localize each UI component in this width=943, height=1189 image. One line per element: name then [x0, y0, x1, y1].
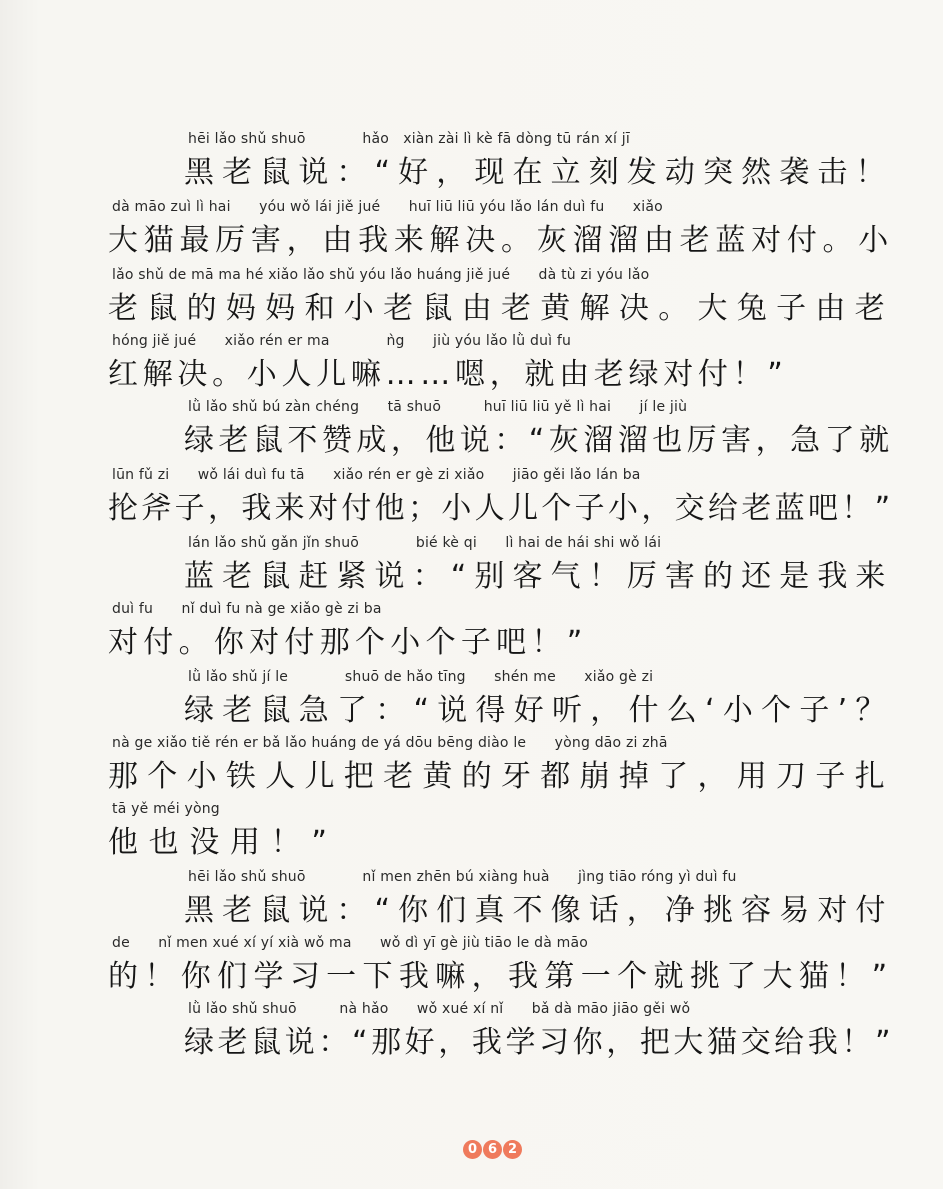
hanzi-line: 那个小铁人儿把老黄的牙都崩掉了，用刀子扎 — [108, 759, 894, 794]
pinyin-line: lán lǎo shǔ gǎn jǐn shuō bié kè qi lì hai de hái shi wǒ lái — [188, 535, 662, 551]
text-line — [0, 735, 943, 801]
text-line — [0, 199, 943, 265]
hanzi-line: 黑老鼠说：“好，现在立刻发动突然袭击！ — [184, 155, 894, 190]
pinyin-line: nà ge xiǎo tiě rén er bǎ lǎo huáng de yá dōu bēng diào le yòng dāo zi zhā — [112, 735, 668, 751]
pinyin-line: dà māo zuì lì hai yóu wǒ lái jiě jué huī liū liū yóu lǎo lán duì fu xiǎo — [112, 199, 663, 215]
page-number-digit: 2 — [503, 1140, 522, 1159]
pinyin-line: lǜ lǎo shǔ shuō nà hǎo wǒ xué xí nǐ bǎ dà māo jiāo gěi wǒ — [188, 1001, 691, 1017]
text-line — [0, 869, 943, 935]
pinyin-line: de nǐ men xué xí yí xià wǒ ma wǒ dì yī gè jiù tiāo le dà māo — [112, 935, 589, 951]
text-line — [0, 399, 943, 465]
text-line — [0, 267, 943, 333]
pinyin-line: lūn fǔ zi wǒ lái duì fu tā xiǎo rén er gè zi xiǎo jiāo gěi lǎo lán ba — [112, 467, 641, 483]
hanzi-line: 黑老鼠说：“你们真不像话，净挑容易对付 — [184, 893, 894, 928]
hanzi-line: 绿老鼠急了：“说得好听，什么‘小个子’？ — [184, 693, 894, 728]
text-line — [0, 669, 943, 735]
page-number — [463, 1140, 522, 1160]
pinyin-line: lǜ lǎo shǔ bú zàn chéng tā shuō huī liū liū yě lì hai jí le jiù — [188, 399, 688, 415]
pinyin-line: lǎo shǔ de mā ma hé xiǎo lǎo shǔ yóu lǎo huáng jiě jué dà tù zi yóu lǎo — [112, 267, 650, 283]
hanzi-line: 蓝老鼠赶紧说：“别客气！厉害的还是我来 — [184, 559, 894, 594]
pinyin-line: lǜ lǎo shǔ jí le shuō de hǎo tīng shén me xiǎo gè zi — [188, 669, 654, 685]
hanzi-line: 老鼠的妈妈和小老鼠由老黄解决。大兔子由老 — [108, 291, 894, 326]
text-line — [0, 535, 943, 601]
hanzi-line: 红解决。小人儿嘛……嗯，就由老绿对付！” — [108, 357, 788, 392]
pinyin-line: duì fu nǐ duì fu nà ge xiǎo gè zi ba — [112, 601, 382, 617]
text-line — [0, 935, 943, 1001]
text-line — [0, 601, 943, 667]
hanzi-line: 的！你们学习一下我嘛，我第一个就挑了大猫！” — [108, 959, 894, 994]
hanzi-line: 对付。你对付那个小个子吧！” — [108, 625, 588, 660]
pinyin-line: tā yě méi yòng — [112, 801, 220, 817]
hanzi-line: 他也没用！” — [108, 825, 338, 860]
page-number-digit: 0 — [463, 1140, 482, 1159]
pinyin-line: hēi lǎo shǔ shuō hǎo xiàn zài lì kè fā dòng tū rán xí jī — [188, 131, 630, 147]
text-line — [0, 467, 943, 533]
text-line — [0, 1001, 943, 1067]
hanzi-line: 抡斧子，我来对付他；小人儿个子小，交给老蓝吧！” — [108, 491, 894, 526]
text-line — [0, 801, 943, 867]
text-line — [0, 131, 943, 197]
pinyin-line: hēi lǎo shǔ shuō nǐ men zhēn bú xiàng huà jìng tiāo róng yì duì fu — [188, 869, 737, 885]
hanzi-line: 绿老鼠说：“那好，我学习你，把大猫交给我！” — [184, 1025, 895, 1060]
text-line — [0, 333, 943, 399]
page-number-digit: 6 — [483, 1140, 502, 1159]
hanzi-line: 大猫最厉害，由我来解决。灰溜溜由老蓝对付。小 — [108, 223, 894, 258]
hanzi-line: 绿老鼠不赞成，他说：“灰溜溜也厉害，急了就 — [184, 423, 894, 458]
pinyin-line: hóng jiě jué xiǎo rén er ma ǹg jiù yóu lǎo lǜ duì fu — [112, 333, 572, 349]
